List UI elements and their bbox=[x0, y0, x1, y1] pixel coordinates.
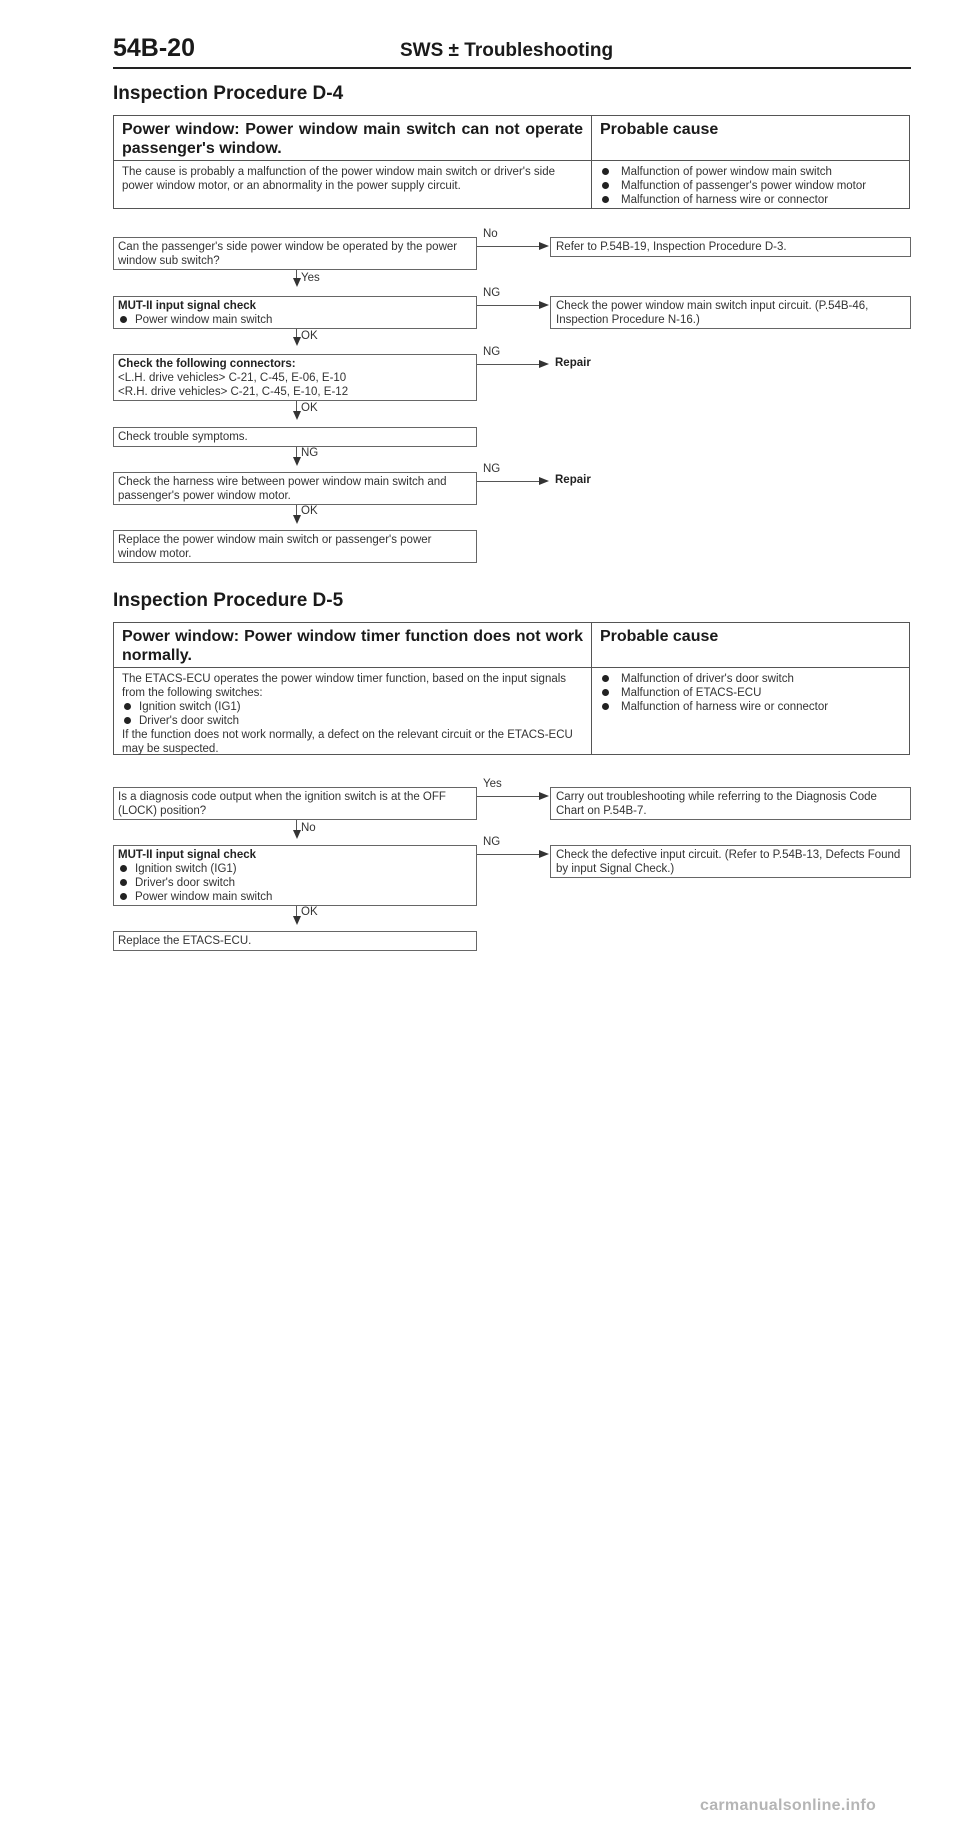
d4-cause-item: Malfunction of power window main switch bbox=[600, 165, 901, 179]
branch-label-ok: OK bbox=[301, 330, 318, 342]
d5-mut-check-title: MUT-II input signal check bbox=[118, 849, 257, 861]
d4-result-repair: Repair bbox=[555, 474, 591, 486]
d5-causes-list bbox=[592, 668, 909, 755]
d4-mut-check-title: MUT-II input signal check bbox=[118, 300, 257, 312]
d5-step-replace-etacs-ecu: Replace the ETACS-ECU. bbox=[113, 931, 477, 951]
d4-step-mut-input-check bbox=[113, 296, 477, 329]
page-number: 54B-20 bbox=[113, 34, 195, 62]
arrow-right-icon bbox=[539, 242, 549, 250]
arrow-down-icon bbox=[293, 916, 301, 925]
arrow-down-icon bbox=[293, 411, 301, 420]
arrow-down-icon bbox=[293, 515, 301, 524]
d5-comment-item: Driver's door switch bbox=[122, 714, 583, 728]
d4-symptom-text: Power window: Power window main switch can not operate passenger's window. bbox=[114, 116, 592, 160]
d5-comment bbox=[114, 668, 592, 755]
arrow-right-icon bbox=[539, 850, 549, 858]
branch-label-ng: NG bbox=[483, 463, 501, 475]
d5-result-diagnosis-chart: Carry out troubleshooting while referring to the Diagnosis Code Chart on P.54B-7. bbox=[550, 787, 911, 820]
branch-label-yes: Yes bbox=[483, 778, 502, 790]
d4-step-passenger-switch-check: Can the passenger's side power window be operated by the power window sub switch? bbox=[113, 237, 477, 270]
page-header-title: SWS ± Troubleshooting bbox=[400, 40, 614, 61]
arrow-down-icon bbox=[293, 337, 301, 346]
d4-probable-cause-heading: Probable cause bbox=[600, 121, 719, 138]
d4-step-connector-check bbox=[113, 354, 477, 401]
d5-comment-intro: The ETACS-ECU operates the power window timer function, based on the input signals from the following switches: bbox=[122, 673, 567, 699]
procedure-d4-symptom-table bbox=[113, 115, 910, 209]
branch-label-ok: OK bbox=[301, 505, 318, 517]
branch-label-no: No bbox=[301, 822, 316, 834]
flow-connector bbox=[477, 481, 541, 482]
branch-label-ok: OK bbox=[301, 906, 318, 918]
d5-step-diagnosis-code-check: Is a diagnosis code output when the ignition switch is at the OFF (LOCK) position? bbox=[113, 787, 477, 820]
d5-result-check-defective-circuit: Check the defective input circuit. (Refer to P.54B-13, Defects Found by input Signal Check.) bbox=[550, 845, 911, 878]
branch-label-ng: NG bbox=[483, 287, 501, 299]
flow-connector bbox=[477, 364, 541, 365]
watermark-text: carmanualsonline.info bbox=[700, 1797, 877, 1814]
d4-mut-check-item: Power window main switch bbox=[118, 313, 472, 327]
arrow-down-icon bbox=[293, 278, 301, 287]
d5-comment-tail: If the function does not work normally, a defect on the relevant circuit or the ETACS-ECU may be suspected. bbox=[122, 729, 573, 755]
d5-mut-check-item: Driver's door switch bbox=[118, 876, 472, 890]
arrow-down-icon bbox=[293, 830, 301, 839]
d5-mut-check-item: Power window main switch bbox=[118, 890, 472, 904]
d4-step-check-symptoms: Check trouble symptoms. bbox=[113, 427, 477, 447]
arrow-right-icon bbox=[539, 301, 549, 309]
d5-step-mut-input-check bbox=[113, 845, 477, 906]
procedure-d5-symptom-table bbox=[113, 622, 910, 755]
d4-result-check-input-circuit: Check the power window main switch input circuit. (P.54B-46, Inspection Procedure N-16.) bbox=[550, 296, 911, 329]
d4-causes-list bbox=[592, 161, 909, 209]
d4-connector-check-title: Check the following connectors: bbox=[118, 358, 296, 370]
d5-mut-check-item: Ignition switch (IG1) bbox=[118, 862, 472, 876]
d4-cause-item: Malfunction of harness wire or connector bbox=[600, 193, 901, 207]
branch-label-ng: NG bbox=[301, 447, 319, 459]
arrow-down-icon bbox=[293, 457, 301, 466]
d4-step-harness-check: Check the harness wire between power window main switch and passenger's power window motor. bbox=[113, 472, 477, 505]
d5-cause-item: Malfunction of harness wire or connector bbox=[600, 700, 901, 714]
d4-connector-lh: <L.H. drive vehicles> C-21, C-45, E-06, E-10 bbox=[118, 372, 347, 384]
branch-label-ok: OK bbox=[301, 402, 318, 414]
branch-label-ng: NG bbox=[483, 346, 501, 358]
branch-label-ng: NG bbox=[483, 836, 501, 848]
flow-connector bbox=[477, 305, 541, 306]
arrow-right-icon bbox=[539, 792, 549, 800]
d5-symptom-text: Power window: Power window timer function does not work normally. bbox=[114, 623, 592, 667]
flow-connector bbox=[477, 246, 541, 247]
d4-connector-rh: <R.H. drive vehicles> C-21, C-45, E-10, E-12 bbox=[118, 386, 349, 398]
d4-result-repair: Repair bbox=[555, 357, 591, 369]
d5-comment-item: Ignition switch (IG1) bbox=[122, 700, 583, 714]
procedure-d5-title: Inspection Procedure D-5 bbox=[113, 590, 344, 611]
procedure-d4-title: Inspection Procedure D-4 bbox=[113, 83, 344, 104]
d4-comment-text: The cause is probably a malfunction of the power window main switch or driver's side power window motor, or an abnormality in the power supply circuit. bbox=[114, 161, 592, 209]
arrow-right-icon bbox=[539, 477, 549, 485]
branch-label-yes: Yes bbox=[301, 272, 320, 284]
arrow-right-icon bbox=[539, 360, 549, 368]
branch-label-no: No bbox=[483, 228, 498, 240]
flow-connector bbox=[477, 854, 541, 855]
header-rule bbox=[113, 67, 911, 69]
d5-cause-item: Malfunction of ETACS-ECU bbox=[600, 686, 901, 700]
d4-result-refer-d3: Refer to P.54B-19, Inspection Procedure D-3. bbox=[550, 237, 911, 257]
flow-connector bbox=[477, 796, 541, 797]
d4-cause-item: Malfunction of passenger's power window motor bbox=[600, 179, 901, 193]
d5-cause-item: Malfunction of driver's door switch bbox=[600, 672, 901, 686]
d5-probable-cause-heading: Probable cause bbox=[600, 628, 719, 645]
d4-step-replace-parts: Replace the power window main switch or passenger's power window motor. bbox=[113, 530, 477, 563]
